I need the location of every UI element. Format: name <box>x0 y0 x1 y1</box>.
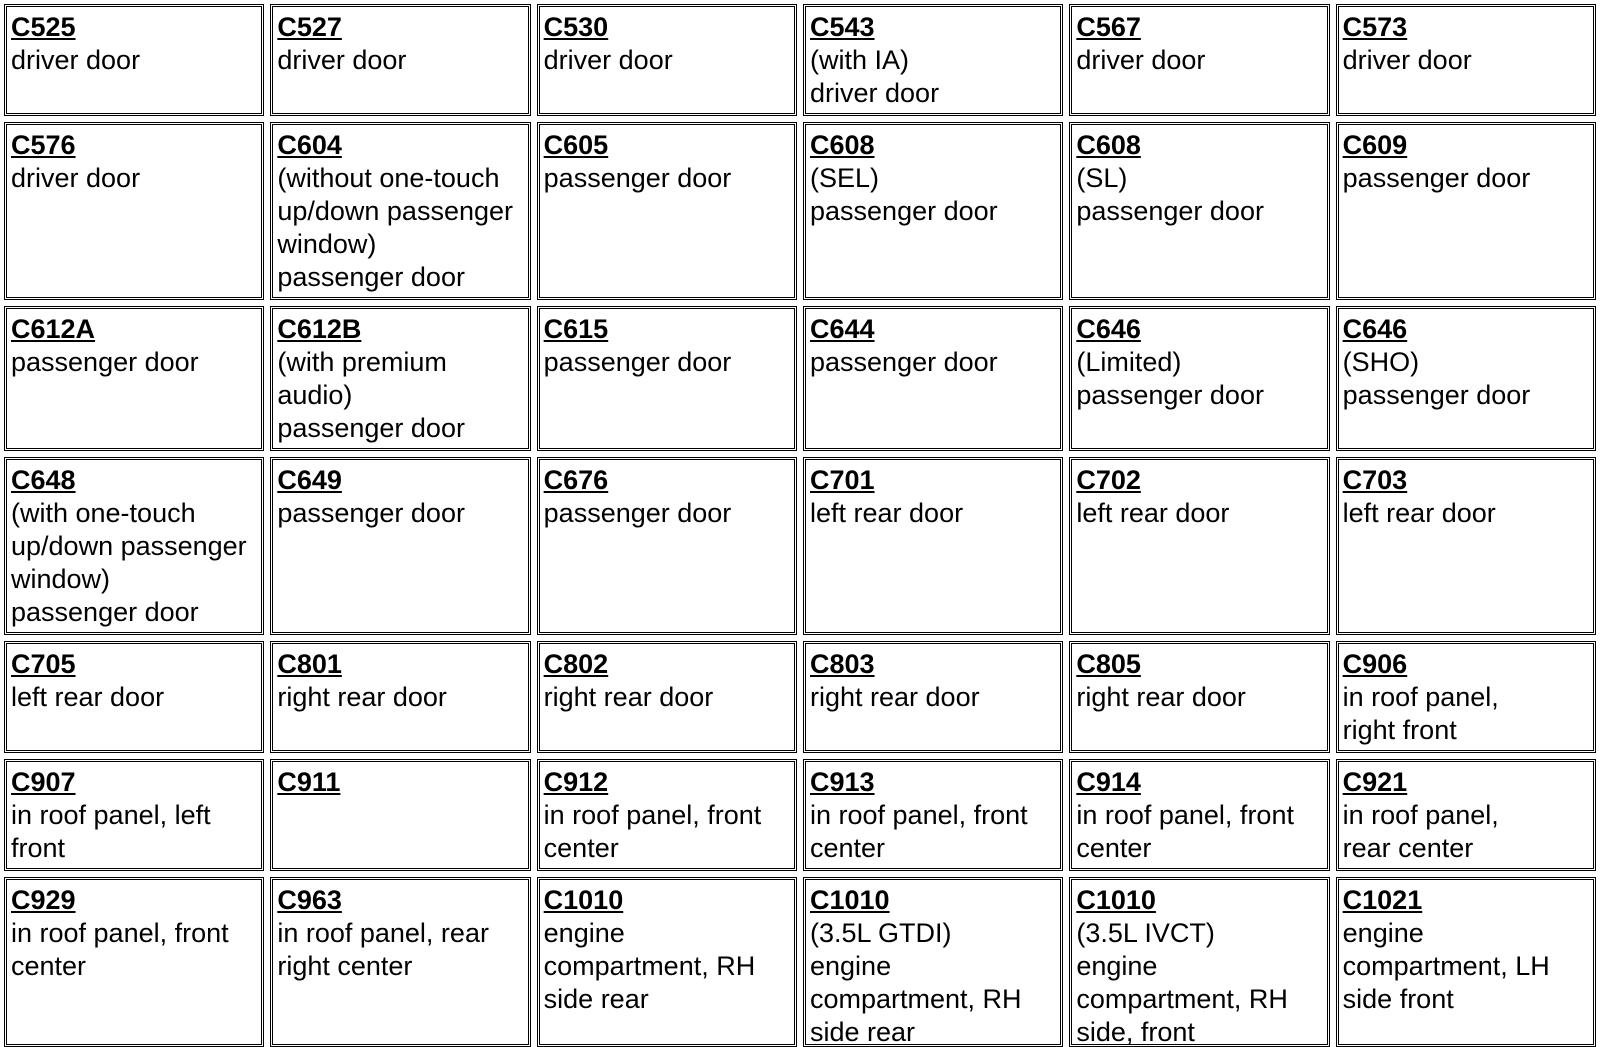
connector-location-text: passenger door <box>810 196 998 226</box>
connector-cell[interactable] <box>537 641 797 753</box>
connector-location-text: compartment, RH <box>1076 984 1288 1014</box>
connector-location-text: (3.5L IVCT) <box>1076 918 1215 948</box>
connector-location-text: right rear door <box>1076 682 1246 712</box>
connector-code-link[interactable]: C921 <box>1342 767 1408 797</box>
connector-cell[interactable] <box>537 306 797 451</box>
connector-code-link[interactable]: C801 <box>277 649 342 679</box>
connector-cell[interactable] <box>537 4 797 116</box>
connector-location-text: driver door <box>277 45 407 75</box>
connector-location-text: passenger door <box>810 347 998 377</box>
connector-cell[interactable] <box>1336 759 1596 871</box>
connector-cell[interactable] <box>1069 877 1329 1047</box>
connector-cell[interactable] <box>1336 122 1596 300</box>
connector-location-text: compartment, RH <box>543 951 756 981</box>
connector-cell[interactable] <box>537 457 797 635</box>
connector-cell[interactable] <box>270 759 530 871</box>
connector-code-link[interactable]: C1010 <box>810 885 890 915</box>
connector-location-text: (with premium <box>277 347 447 377</box>
connector-code-link[interactable]: C1021 <box>1342 885 1423 915</box>
connector-location-text: right rear door <box>277 682 447 712</box>
connector-cell[interactable] <box>1069 641 1329 753</box>
connector-location-table <box>4 4 1596 1047</box>
connector-location-text: passenger door <box>1342 380 1531 410</box>
connector-location-text: driver door <box>11 45 141 75</box>
connector-code-link[interactable]: C646 <box>1076 314 1141 344</box>
connector-code-link[interactable]: C527 <box>277 12 342 42</box>
connector-location-text: side rear <box>543 984 649 1014</box>
connector-location-text: in roof panel, left <box>11 800 211 830</box>
connector-location-text: passenger door <box>543 163 732 193</box>
connector-code-link[interactable]: C906 <box>1342 649 1408 679</box>
connector-code-link[interactable]: C567 <box>1076 12 1141 42</box>
connector-cell[interactable] <box>803 877 1063 1047</box>
connector-location-text: center <box>1076 833 1152 863</box>
connector-location-text: side rear <box>810 1017 916 1047</box>
connector-code-link[interactable]: C576 <box>11 130 76 160</box>
connector-code-link[interactable]: C705 <box>11 649 76 679</box>
connector-cell[interactable] <box>1069 306 1329 451</box>
connector-code-link[interactable]: C805 <box>1076 649 1141 679</box>
connector-code-link[interactable]: C1010 <box>1076 885 1156 915</box>
connector-code-link[interactable]: C612B <box>277 314 362 344</box>
connector-cell[interactable] <box>270 877 530 1047</box>
connector-code-link[interactable]: C702 <box>1076 465 1141 495</box>
connector-location-text: in roof panel, front <box>11 918 229 948</box>
connector-cell[interactable] <box>537 877 797 1047</box>
connector-cell[interactable] <box>803 122 1063 300</box>
connector-code-link[interactable]: C604 <box>277 130 342 160</box>
connector-cell[interactable] <box>537 759 797 871</box>
connector-cell[interactable] <box>270 457 530 635</box>
connector-location-text: driver door <box>1342 45 1472 75</box>
connector-location-text: side front <box>1342 984 1454 1014</box>
connector-code-link[interactable]: C573 <box>1342 12 1408 42</box>
connector-code-link[interactable]: C608 <box>810 130 875 160</box>
connector-location-text: right front <box>1342 715 1457 745</box>
connector-code-link[interactable]: C676 <box>543 465 609 495</box>
connector-location-text: engine <box>1342 918 1424 948</box>
connector-location-text: rear center <box>1342 833 1474 863</box>
connector-location-text: (with one-touch <box>11 498 196 528</box>
connector-location-text: center <box>810 833 886 863</box>
connector-cell[interactable] <box>4 641 264 753</box>
connector-location-text: (SL) <box>1076 163 1128 193</box>
connector-location-text: left rear door <box>810 498 964 528</box>
connector-location-text: compartment, LH <box>1342 951 1550 981</box>
connector-cell[interactable] <box>1069 457 1329 635</box>
connector-code-link[interactable]: C646 <box>1342 314 1408 344</box>
connector-location-text: right rear door <box>543 682 714 712</box>
connector-code-link[interactable]: C1010 <box>543 885 624 915</box>
connector-cell[interactable] <box>1336 4 1596 116</box>
connector-location-text: left rear door <box>1342 498 1496 528</box>
connector-code-link[interactable]: C701 <box>810 465 875 495</box>
connector-cell[interactable] <box>270 122 530 300</box>
connector-location-text: center <box>11 951 87 981</box>
connector-location-text: in roof panel, front <box>810 800 1028 830</box>
connector-location-text: passenger door <box>543 347 732 377</box>
connector-cell[interactable] <box>803 4 1063 116</box>
connector-cell[interactable] <box>1336 877 1596 1047</box>
connector-cell[interactable] <box>1336 457 1596 635</box>
connector-code-link[interactable]: C912 <box>543 767 609 797</box>
connector-location-text: up/down passenger <box>277 196 513 226</box>
connector-location-text: in roof panel, front <box>1076 800 1294 830</box>
connector-location-text: engine <box>810 951 892 981</box>
connector-location-text: passenger door <box>11 597 199 627</box>
connector-location-text: in roof panel, <box>1342 800 1499 830</box>
connector-cell[interactable] <box>803 457 1063 635</box>
connector-code-link[interactable]: C913 <box>810 767 875 797</box>
connector-location-text: passenger door <box>277 498 465 528</box>
connector-location-text: driver door <box>11 163 141 193</box>
connector-location-text: front <box>11 833 66 863</box>
connector-location-text: driver door <box>543 45 673 75</box>
connector-code-link[interactable]: C907 <box>11 767 76 797</box>
connector-location-text: driver door <box>1076 45 1206 75</box>
connector-code-link[interactable]: C963 <box>277 885 342 915</box>
connector-code-link[interactable]: C525 <box>11 12 76 42</box>
connector-code-link[interactable]: C615 <box>543 314 609 344</box>
connector-cell[interactable] <box>4 759 264 871</box>
connector-cell[interactable] <box>4 877 264 1047</box>
connector-location-text: audio) <box>277 380 353 410</box>
connector-cell[interactable] <box>1336 641 1596 753</box>
connector-location-text: (SHO) <box>1342 347 1420 377</box>
connector-cell[interactable] <box>4 457 264 635</box>
connector-location-text: passenger door <box>543 498 732 528</box>
connector-cell[interactable] <box>4 306 264 451</box>
connector-location-text: passenger door <box>1342 163 1531 193</box>
connector-cell[interactable] <box>270 4 530 116</box>
connector-cell[interactable] <box>270 306 530 451</box>
connector-location-text: compartment, RH <box>810 984 1022 1014</box>
connector-code-link[interactable]: C803 <box>810 649 875 679</box>
connector-cell[interactable] <box>537 122 797 300</box>
connector-location-text: in roof panel, front <box>543 800 762 830</box>
connector-cell[interactable] <box>803 759 1063 871</box>
connector-location-text: left rear door <box>1076 498 1230 528</box>
connector-cell[interactable] <box>803 306 1063 451</box>
connector-cell[interactable] <box>1069 122 1329 300</box>
connector-code-link[interactable]: C703 <box>1342 465 1408 495</box>
connector-location-text: right rear door <box>810 682 980 712</box>
connector-cell[interactable] <box>270 641 530 753</box>
connector-location-text: passenger door <box>277 262 465 292</box>
connector-location-text: center <box>543 833 619 863</box>
connector-code-link[interactable]: C608 <box>1076 130 1141 160</box>
connector-location-text: passenger door <box>1076 380 1264 410</box>
connector-code-link[interactable]: C914 <box>1076 767 1141 797</box>
connector-location-text: left rear door <box>11 682 165 712</box>
connector-cell[interactable] <box>1069 4 1329 116</box>
connector-location-text: (3.5L GTDI) <box>810 918 952 948</box>
connector-cell[interactable] <box>4 4 264 116</box>
connector-location-text: in roof panel, rear <box>277 918 489 948</box>
connector-code-link[interactable]: C530 <box>543 12 609 42</box>
connector-cell[interactable] <box>1336 306 1596 451</box>
connector-location-text: side, front <box>1076 1017 1195 1047</box>
connector-code-link[interactable]: C609 <box>1342 130 1408 160</box>
connector-code-link[interactable]: C802 <box>543 649 609 679</box>
connector-code-link[interactable]: C649 <box>277 465 342 495</box>
connector-location-text: window) <box>11 564 111 594</box>
connector-location-text: window) <box>277 229 377 259</box>
connector-location-text: right center <box>277 951 413 981</box>
connector-location-text: engine <box>1076 951 1158 981</box>
connector-code-link[interactable]: C911 <box>277 767 341 797</box>
connector-location-text: (Limited) <box>1076 347 1182 377</box>
connector-location-text: up/down passenger <box>11 531 247 561</box>
connector-cell[interactable] <box>1069 759 1329 871</box>
connector-location-text: passenger door <box>1076 196 1264 226</box>
connector-code-link[interactable]: C612A <box>11 314 96 344</box>
connector-location-text: driver door <box>810 78 940 108</box>
connector-code-link[interactable]: C605 <box>543 130 609 160</box>
connector-location-text: (SEL) <box>810 163 880 193</box>
connector-code-link[interactable]: C543 <box>810 12 875 42</box>
connector-location-text: engine <box>543 918 625 948</box>
connector-location-text: passenger door <box>11 347 199 377</box>
connector-cell[interactable] <box>4 122 264 300</box>
connector-cell[interactable] <box>803 641 1063 753</box>
connector-location-text: (with IA) <box>810 45 910 75</box>
connector-location-text: passenger door <box>277 413 465 443</box>
connector-code-link[interactable]: C929 <box>11 885 76 915</box>
connector-location-text: (without one-touch <box>277 163 500 193</box>
connector-location-text: in roof panel, <box>1342 682 1499 712</box>
connector-code-link[interactable]: C648 <box>11 465 76 495</box>
connector-code-link[interactable]: C644 <box>810 314 875 344</box>
